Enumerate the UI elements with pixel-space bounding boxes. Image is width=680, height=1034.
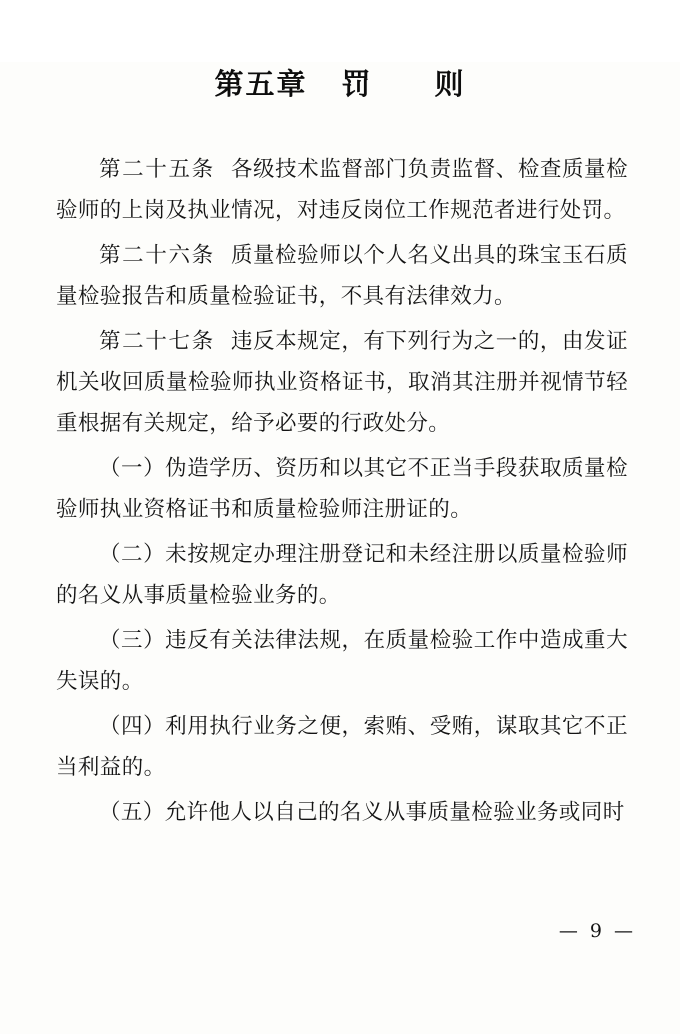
document-body <box>0 149 680 833</box>
chapter-title-text: 罚 则 <box>341 67 466 101</box>
article-label-26: 第二十六条 <box>99 243 215 268</box>
paragraph-article-27 <box>56 321 628 444</box>
chapter-number: 第五章 <box>214 67 308 101</box>
paragraph-item-5: （五）允许他人以自己的名义从事质量检验业务或同时 <box>99 800 625 825</box>
article-label-27: 第二十七条 <box>99 329 215 354</box>
paragraph-item-3: （三）违反有关法律法规，在质量检验工作中造成重大失误的。 <box>56 628 628 694</box>
paragraph-item-2: （二）未按规定办理注册登记和未经注册以质量检验师的名义从事质量检验业务的。 <box>56 542 628 608</box>
article-text-27: 违反本规定，有下列行为之一的，由发证机关收回质量检验师执业资格证书，取消其注册并视情节轻重根据有关规定，给予必要的行政处分。 <box>56 329 628 436</box>
paragraph-item-1: （一）伪造学历、资历和以其它不正当手段获取质量检验师执业资格证书和质量检验师注册证的。 <box>56 456 628 522</box>
paragraph-article-25 <box>56 149 628 231</box>
article-text-26: 质量检验师以个人名义出具的珠宝玉石质量检验报告和质量检验证书，不具有法律效力。 <box>56 243 628 309</box>
paragraph-item-4: （四）利用执行业务之便，索贿、受贿，谋取其它不正当利益的。 <box>56 714 628 780</box>
article-text-25: 各级技术监督部门负责监督、检查质量检验师的上岗及执业情况，对违反岗位工作规范者进行处罚。 <box>56 157 628 223</box>
paragraph-article-26 <box>56 235 628 317</box>
chapter-heading <box>0 62 680 103</box>
document-page <box>0 62 680 1034</box>
page-number: — 9 — <box>558 920 636 942</box>
article-label-25: 第二十五条 <box>99 157 215 182</box>
